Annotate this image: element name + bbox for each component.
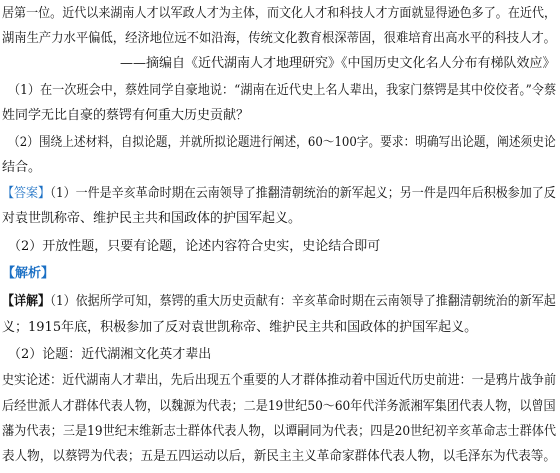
material-line-2: 湖南生产力水平偏低，经济地位远不如沿海，传统文化教育根深蒂固，很难培育出高水平的科技人才。 bbox=[2, 31, 557, 46]
analysis-line-3: （2）论题：近代湖湘文化英才辈出 bbox=[8, 347, 212, 362]
material-line-1: 居第一位。近代以来湖南人才以军政人才为主体，而文化人才和科技人才方面就显得逊色多了。在近代， bbox=[2, 6, 557, 21]
analysis-tag: 【解析】 bbox=[2, 266, 55, 281]
answer-line-1 bbox=[2, 186, 556, 202]
question-1-line-2: 姓同学无比自豪的蔡锷有何重大历史贡献？ bbox=[2, 108, 250, 123]
analysis-line-2: 义；1915年底，积极参加了反对袁世凯称帝、维护民主共和国政体的护国军起义。 bbox=[2, 320, 478, 335]
answer-text-1: （1）一件是辛亥革命时期在云南领导了推翻清朝统治的新军起义；另一件是四年后积极参加了反 bbox=[50, 186, 556, 201]
analysis-line-5: 后经世派人才群体代表人物，以魏源为代表；二是19世纪50～60年代洋务派湘军集团代表人物，以曾国 bbox=[2, 399, 556, 414]
analysis-line-1 bbox=[2, 294, 556, 310]
answer-line-3: （2）开放性题，只要有论题，论述内容符合史实，史论结合即可 bbox=[8, 239, 381, 254]
question-2-line-1: （2）围绕上述材料，自拟论题，并就所拟论题进行阐述，60～100字。要求：明确写出论题，阐述须史论 bbox=[8, 135, 556, 150]
analysis-line-4: 史实论述：近代湖南人才辈出，先后出现五个重要的人才群体推动着中国近代历史前进：一是鸦片战争前 bbox=[2, 373, 557, 388]
question-2-line-2: 结合。 bbox=[2, 160, 42, 175]
answer-line-2: 对袁世凯称帝、维护民主共和国政体的护国军起义。 bbox=[2, 211, 302, 226]
answer-tag: 【答案】 bbox=[2, 186, 51, 201]
analysis-text-1: （1）依据所学可知，蔡锷的重大历史贡献有：辛亥革命时期在云南领导了推翻清朝统治的新军起 bbox=[50, 294, 556, 309]
analysis-line-7: 表人物，以蔡锷为代表；五是五四运动以后，新民主主义革命家群体代表人物，以毛泽东为代表等。 bbox=[2, 449, 556, 464]
question-1-line-1: （1）在一次班会中，蔡姓同学自豪地说：“湖南在近代史上名人辈出，我家门蔡锷是其中佼佼者。”令蔡 bbox=[8, 83, 557, 98]
detail-tag: 【详解】 bbox=[2, 294, 51, 309]
material-source: ——摘编自《近代湖南人才地理研究》《中国历史文化名人分布有梯队效应》 bbox=[120, 56, 556, 71]
analysis-line-6: 藩为代表；三是19世纪末维新志士群体代表人物，以谭嗣同为代表；四是20世纪初辛亥革命志士群体代 bbox=[2, 424, 557, 439]
